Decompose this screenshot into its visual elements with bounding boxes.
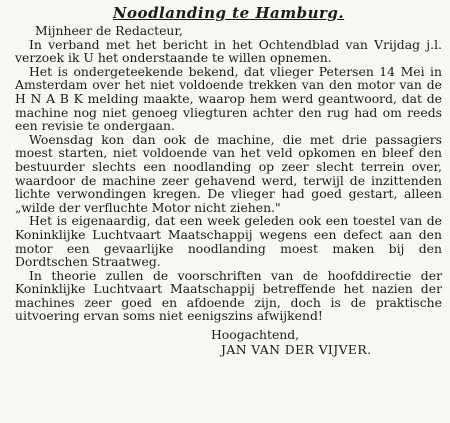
paragraph: Woensdag kon dan ook de machine, die met drie passagiers moest starten, niet voldoende van het veld opkomen en bleef den bestuurder slechts een noodlanding op zeer slecht terrein over, waardoor de machine zeer gehavend werd, terwijl de inzittenden lichte verwondingen kregen. De vlieger had goed gestart, alleen „wilde der verfluchte Motor nicht ziehen." (15, 131, 442, 215)
paragraph: Het is ondergeteekende bekend, dat vlieger Petersen 14 Mei in Amsterdam over het niet voldoende trekken van den motor van de H N A B K melding maakte, waarop hem werd geantwoord, dat de machine nog niet genoeg vliegturen achter den rug had om reeds een revisie te ondergaan. (15, 63, 442, 134)
paragraph: In verband met het bericht in het Ochtendblad van Vrijdag j.l. verzoek ik U het onderstaande te willen opnemen. (15, 36, 442, 66)
paragraph: Het is eigenaardig, dat een week geleden ook een toestel van de Koninklijke Luchtvaart Maatschappij wegens een defect aan den motor een gevaarlijke noodlanding moest maken bij den Dordtschen Straatweg. (15, 213, 442, 270)
closing-block (15, 327, 442, 357)
closing-greeting: Hoogachtend, (211, 327, 300, 343)
signature: JAN VAN DER VIJVER. (221, 342, 372, 358)
article-title: Noodlanding te Hamburg. (112, 4, 345, 22)
article-body (15, 24, 442, 323)
salutation: Mijnheer de Redacteur, (35, 23, 183, 38)
paragraph: In theorie zullen de voorschriften van de hoofddirectie der Koninklijke Luchtvaart Maatschappij betreffende het nazien der machines zeer goed en afdoende zijn, doch is de praktische uitvoering ervan soms niet eenigszins afwijkend! (15, 267, 442, 324)
